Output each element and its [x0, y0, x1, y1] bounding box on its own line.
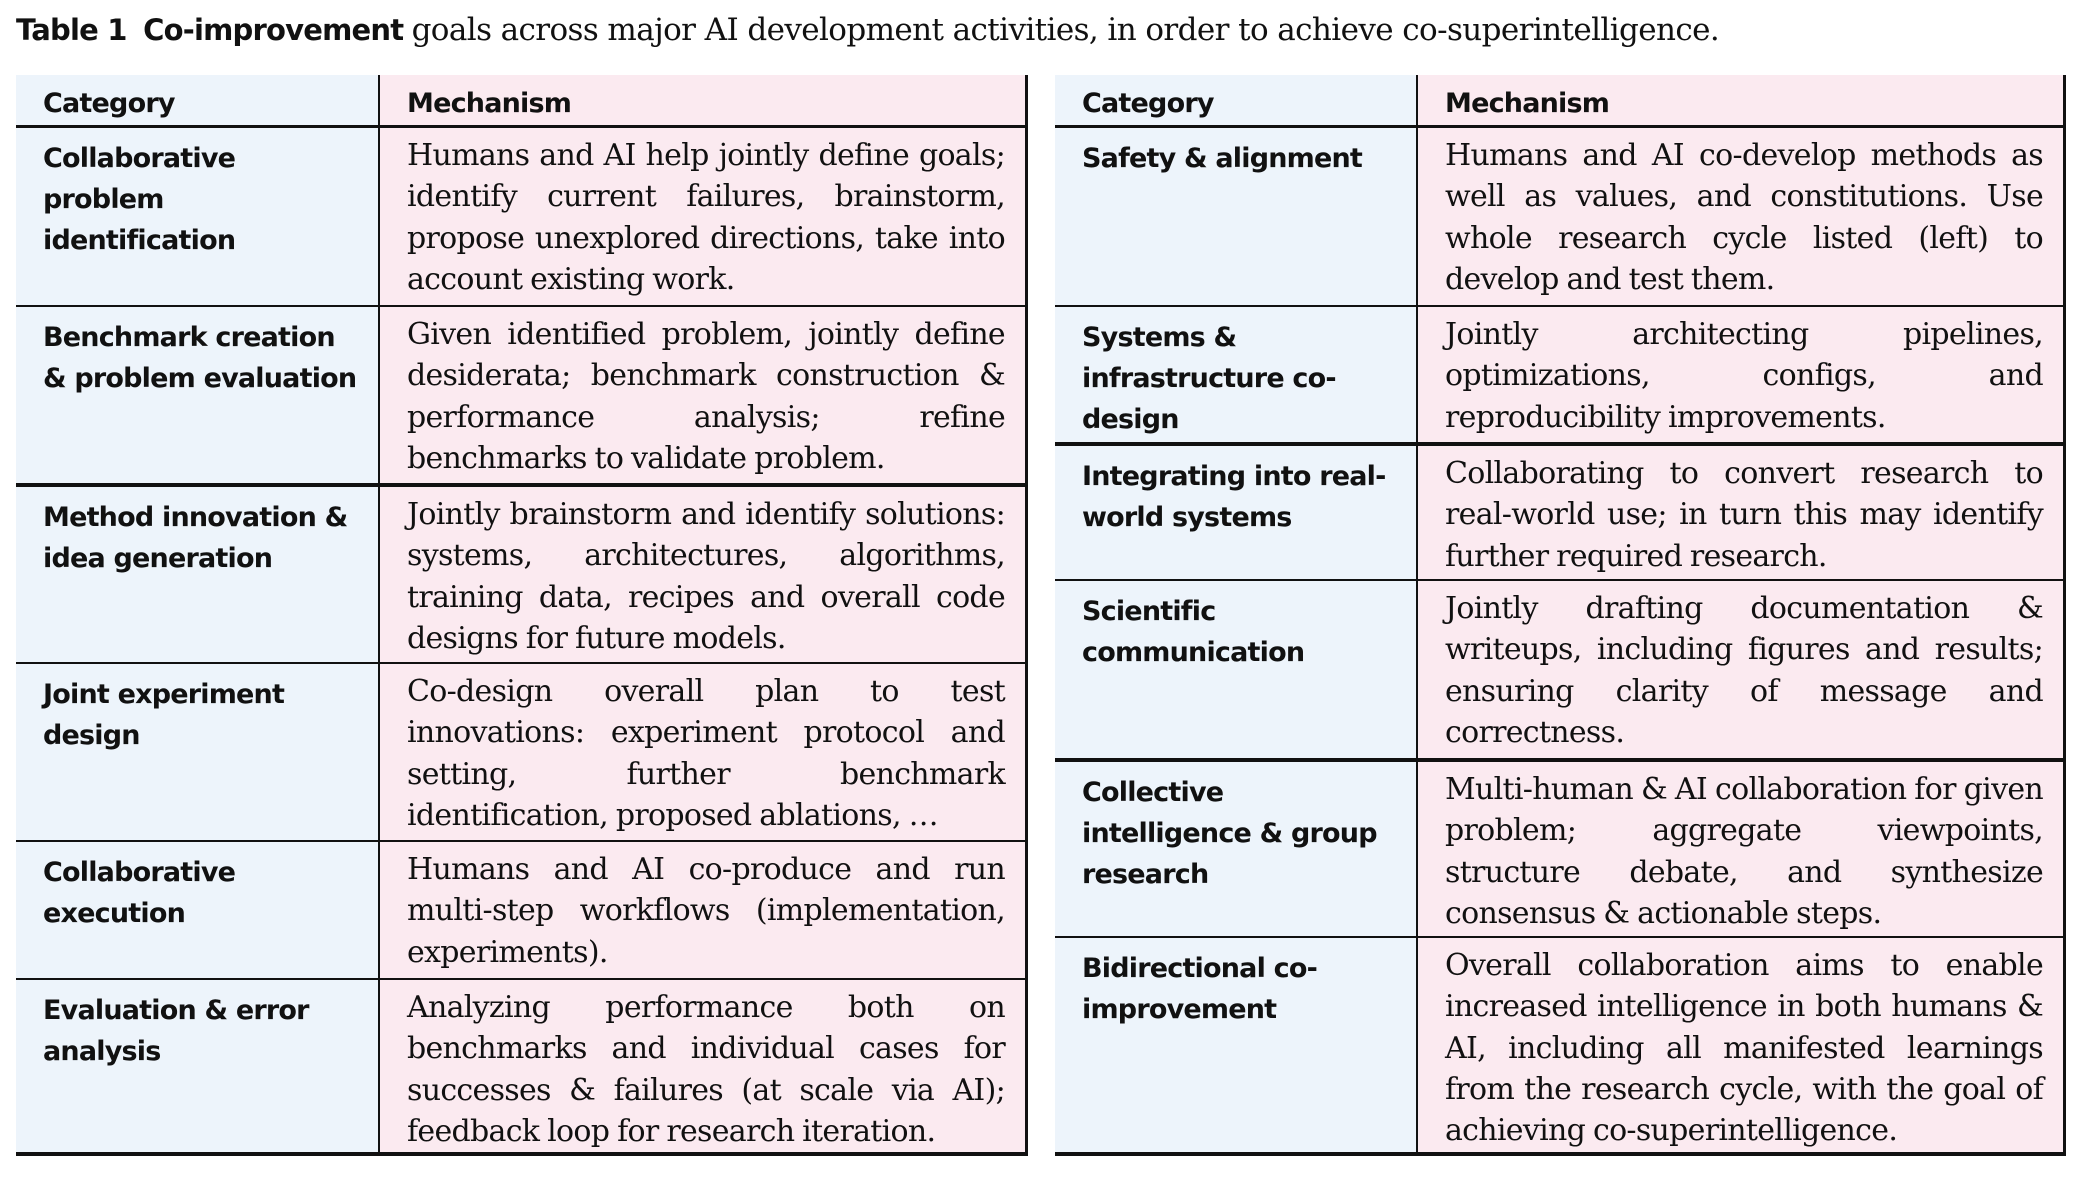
category-cell: Collective intelligence & group research: [1055, 762, 1418, 936]
table-row: [16, 662, 1025, 840]
mechanism-cell: Given identified problem, jointly define desiderata; benchmark construction & performance analysis; refine benchmarks to validate problem.: [380, 307, 1025, 483]
mechanism-cell: Co-design overall plan to test innovations: experiment protocol and setting, further benchmark identification, proposed ablations, …: [380, 664, 1025, 840]
category-cell: Method innovation & idea generation: [16, 487, 380, 662]
table-header-row: [1055, 75, 2063, 128]
table-caption: [16, 6, 1719, 54]
table-row: [16, 483, 1025, 662]
mechanism-cell: Jointly drafting documentation & writeups, including figures and results; ensuring clarity of message and correctness.: [1418, 581, 2063, 758]
mechanism-cell: Humans and AI co-produce and run multi-step workflows (implementation, experiments).: [380, 842, 1025, 978]
mechanism-cell: Humans and AI help jointly define goals; identify current failures, brainstorm, propose unexplored directions, take into account existing work.: [380, 128, 1025, 305]
mechanism-cell: Humans and AI co-develop methods as well as values, and constitutions. Use whole research cycle listed (left) to develop and test them.: [1418, 128, 2063, 305]
mechanism-cell: Analyzing performance both on benchmarks and individual cases for successes & failures (at scale via AI); feedback loop for research iteration.: [380, 980, 1025, 1152]
caption-label: Table 1: [16, 13, 127, 47]
category-cell: Evaluation & error analysis: [16, 980, 380, 1152]
mechanism-cell: Jointly brainstorm and identify solutions: systems, architectures, algorithms, training data, recipes and overall code designs for future models.: [380, 487, 1025, 662]
table-row: [1055, 579, 2063, 758]
table-row: [1055, 936, 2063, 1156]
mechanism-cell: Jointly architecting pipelines, optimizations, configs, and reproducibility improvements.: [1418, 307, 2063, 442]
category-cell: Bidirectional co-improvement: [1055, 938, 1418, 1152]
header-mechanism: Mechanism: [1418, 75, 2063, 125]
table-row: [16, 305, 1025, 483]
table-row: [16, 840, 1025, 978]
table-row: [16, 128, 1025, 305]
header-category: Category: [16, 75, 380, 125]
header-category: Category: [1055, 75, 1418, 125]
category-cell: Systems & infrastructure co-design: [1055, 307, 1418, 442]
category-cell: Integrating into real-world systems: [1055, 446, 1418, 579]
mechanism-cell: Collaborating to convert research to real-world use; in turn this may identify further required research.: [1418, 446, 2063, 579]
mechanism-cell: Multi-human & AI collaboration for given problem; aggregate viewpoints, structure debate, and synthesize consensus & actionable steps.: [1418, 762, 2063, 936]
category-cell: Joint experiment design: [16, 664, 380, 840]
table-row: [1055, 305, 2063, 442]
right-table: [1055, 75, 2066, 1156]
category-cell: Safety & alignment: [1055, 128, 1418, 305]
table-header-row: [16, 75, 1025, 128]
category-cell: Collaborative problem identification: [16, 128, 380, 305]
category-cell: Collaborative execution: [16, 842, 380, 978]
caption-text: goals across major AI development activities, in order to achieve co-superintelligence.: [411, 12, 1720, 48]
header-mechanism: Mechanism: [380, 75, 1025, 125]
category-cell: Scientific communication: [1055, 581, 1418, 758]
category-cell: Benchmark creation & problem evaluation: [16, 307, 380, 483]
table-row: [1055, 128, 2063, 305]
table-row: [16, 978, 1025, 1156]
caption-bold-term: Co-improvement: [143, 13, 404, 47]
mechanism-cell: Overall collaboration aims to enable increased intelligence in both humans & AI, including all manifested learnings from the research cycle, with the goal of achieving co-superintelligence.: [1418, 938, 2063, 1152]
left-table: [16, 75, 1028, 1156]
table-row: [1055, 442, 2063, 579]
table-row: [1055, 758, 2063, 936]
